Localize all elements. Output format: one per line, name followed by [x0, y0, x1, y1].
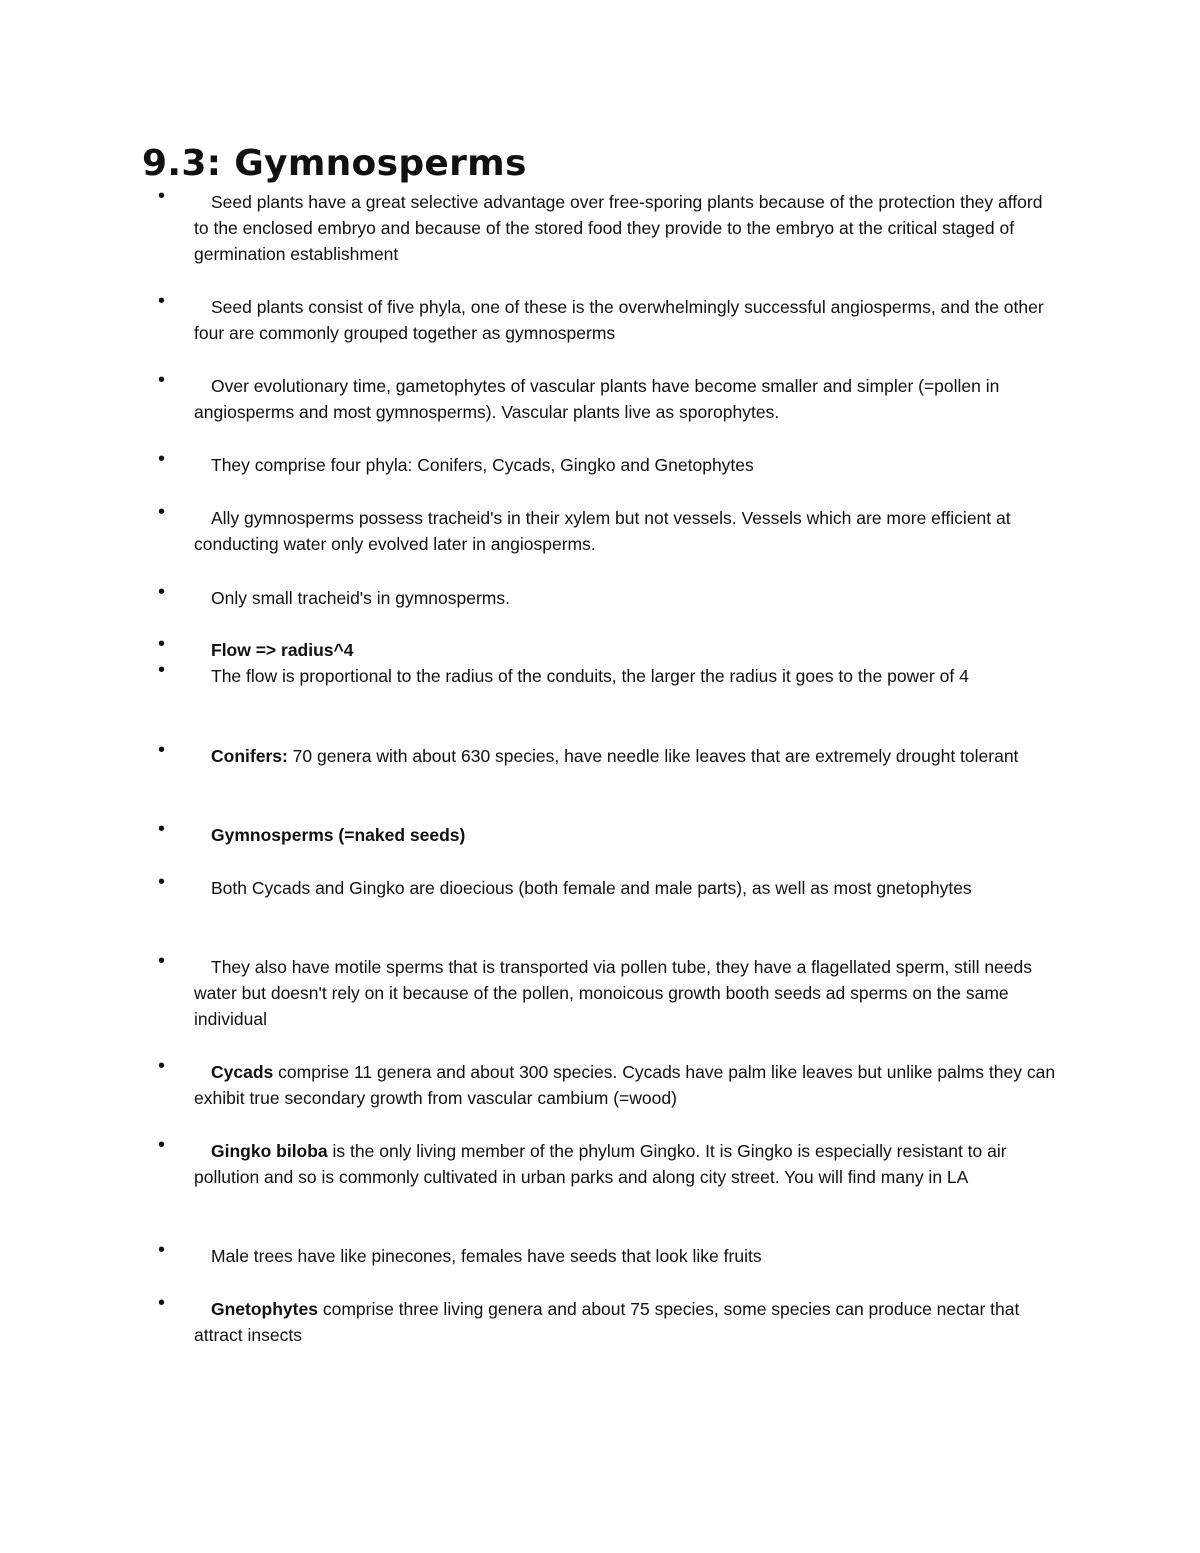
bullet-text: Only small tracheid's in gymnosperms.	[211, 588, 510, 608]
bullet-icon: •	[158, 950, 166, 972]
bullet-icon: •	[158, 739, 166, 761]
bullet-text: Ally gymnosperms possess tracheid's in their xylem but not vessels. Vessels which are more efficient at conducting water only evolved later in angiosperms.	[194, 508, 1011, 554]
list-item	[158, 501, 1056, 557]
list-item	[158, 448, 1056, 478]
bullet-text: comprise 11 genera and about 300 species. Cycads have palm like leaves but unlike palms they can exhibit true secondary growth from vascular cambium (=wood)	[194, 1062, 1056, 1108]
bullet-icon: •	[158, 1239, 166, 1261]
list-item	[158, 369, 1056, 425]
bullet-icon: •	[158, 871, 166, 893]
page-title: 9.3: Gymnosperms	[142, 143, 527, 184]
bullet-icon: •	[158, 290, 166, 312]
list-item	[158, 1239, 1056, 1269]
bullet-icon: •	[158, 1134, 166, 1156]
bullet-bold-text: Cycads	[211, 1062, 274, 1082]
bullet-text: is the only living member of the phylum Gingko. It is Gingko is especially resistant to air pollution and so is commonly cultivated in urban parks and along city street. You will find many in LA	[194, 1141, 1007, 1187]
bullet-bold-text: Conifers:	[211, 746, 288, 766]
bullet-icon: •	[158, 818, 166, 840]
bullet-bold-text: Gingko biloba	[211, 1141, 328, 1161]
bullet-text: They comprise four phyla: Conifers, Cycads, Gingko and Gnetophytes	[211, 455, 754, 475]
bullet-icon: •	[158, 185, 166, 207]
bullet-text: They also have motile sperms that is transported via pollen tube, they have a flagellated sperm, still needs water but doesn't rely on it because of the pollen, monoicous growth booth seeds ad sperms on the same individual	[194, 957, 1032, 1029]
list-item	[158, 290, 1056, 346]
bullet-text: Over evolutionary time, gametophytes of vascular plants have become smaller and simpler (=pollen in angiosperms and most gymnosperms). Vascular plants live as sporophytes.	[194, 376, 1000, 422]
list-item	[158, 659, 1056, 689]
bullet-text: Seed plants have a great selective advantage over free-sporing plants because of the protection they afford to the enclosed embryo and because of the stored food they provide to the embryo at the critical staged of germination establishment	[194, 192, 1043, 264]
bullet-icon: •	[158, 1055, 166, 1077]
bullet-icon: •	[158, 369, 166, 391]
bullet-icon: •	[158, 581, 166, 603]
list-item	[158, 1134, 1056, 1190]
list-item	[158, 581, 1056, 611]
bullet-icon: •	[158, 633, 166, 655]
bullet-text: 70 genera with about 630 species, have needle like leaves that are extremely drought tolerant	[287, 746, 1019, 766]
list-item	[158, 950, 1056, 1032]
list-item	[158, 818, 1056, 848]
list-item	[158, 633, 1056, 663]
list-item	[158, 871, 1056, 901]
bullet-text: comprise three living genera and about 75 species, some species can produce nectar that attract insects	[194, 1299, 1020, 1345]
bullet-icon: •	[158, 659, 166, 681]
bullet-icon: •	[158, 501, 166, 523]
bullet-icon: •	[158, 448, 166, 470]
list-item	[158, 739, 1056, 769]
bullet-bold-text: Flow => radius^4	[211, 640, 354, 660]
bullet-bold-text: Gymnosperms (=naked seeds)	[211, 825, 466, 845]
list-item	[158, 185, 1056, 267]
bullet-icon: •	[158, 1292, 166, 1314]
bullet-text: Male trees have like pinecones, females have seeds that look like fruits	[211, 1246, 762, 1266]
bullet-bold-text: Gnetophytes	[211, 1299, 318, 1319]
bullet-text: Both Cycads and Gingko are dioecious (both female and male parts), as well as most gnetophytes	[211, 878, 972, 898]
list-item	[158, 1292, 1056, 1348]
list-item	[158, 1055, 1056, 1111]
bullet-text: The flow is proportional to the radius of the conduits, the larger the radius it goes to the power of 4	[211, 666, 969, 686]
bullet-text: Seed plants consist of five phyla, one of these is the overwhelmingly successful angiosperms, and the other four are commonly grouped together as gymnosperms	[194, 297, 1044, 343]
